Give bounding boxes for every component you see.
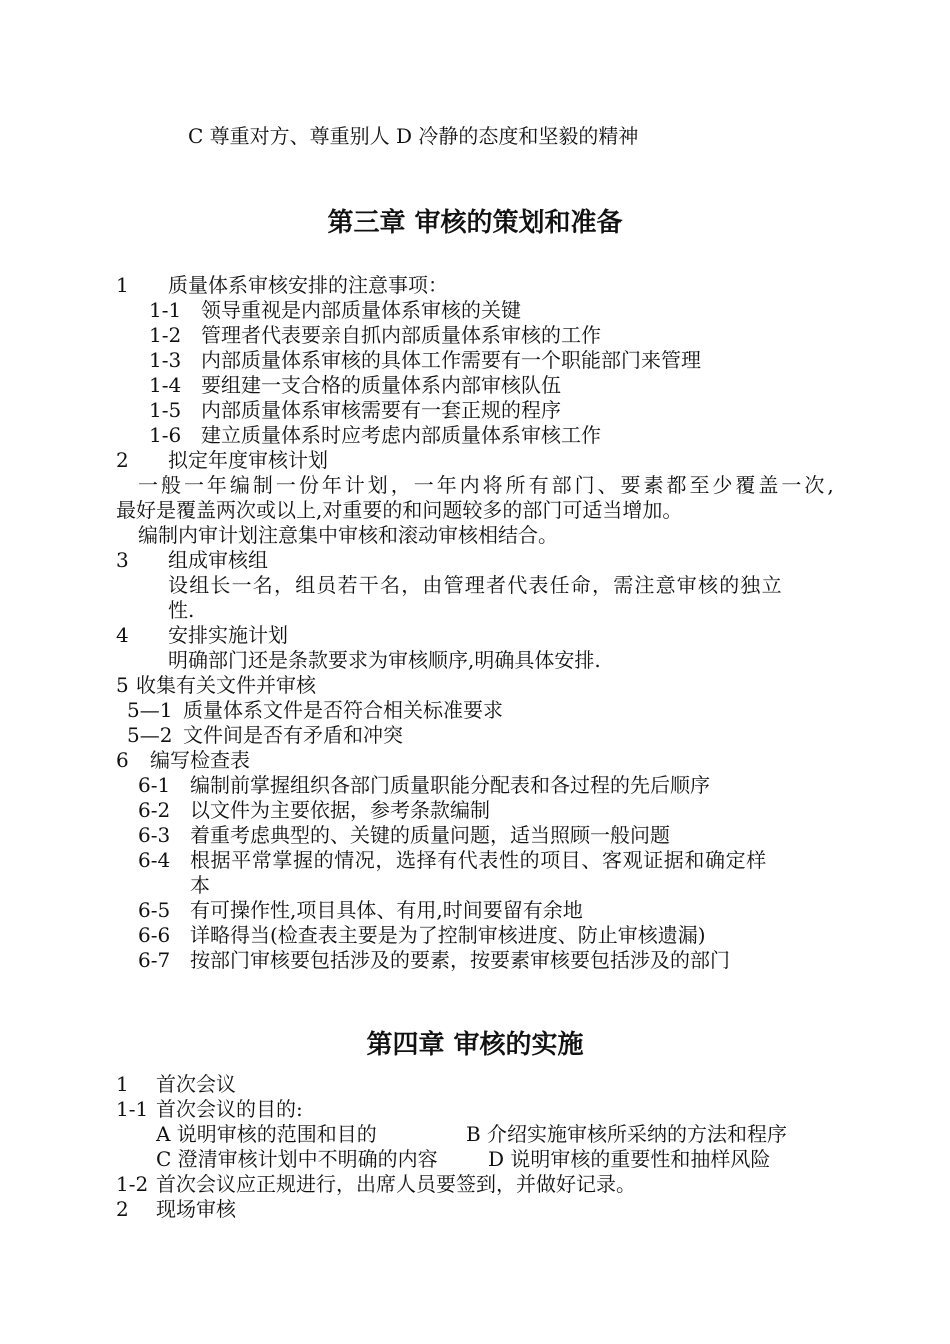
- section-number: 5: [116, 673, 129, 697]
- section-title: 质量体系审核安排的注意事项：: [168, 273, 448, 297]
- item-number: 1-2: [116, 1172, 149, 1196]
- item-text: 首次会议应正规进行，出席人员要签到，并做好记录。: [156, 1172, 636, 1196]
- list-item: [127, 698, 503, 723]
- section-heading: [116, 448, 328, 473]
- option-b: B 介绍实施审核所采纳的方法和程序: [466, 1122, 788, 1146]
- section-title: 收集有关文件并审核: [136, 673, 316, 697]
- paragraph-line: 性.: [168, 598, 195, 622]
- item-text: 内部质量体系审核的具体工作需要有一个职能部门来管理: [201, 348, 701, 372]
- item-number: 1-1: [149, 298, 182, 322]
- list-item: [127, 723, 403, 748]
- paragraph-line: 设组长一名，组员若干名，由管理者代表任命，需注意审核的独立: [168, 573, 783, 597]
- section-number: 1: [116, 1072, 129, 1096]
- item-text: 要组建一支合格的质量体系内部审核队伍: [201, 373, 561, 397]
- item-text: 着重考虑典型的、关键的质量问题，适当照顾一般问题: [190, 823, 670, 847]
- item-number: 6-6: [138, 923, 171, 947]
- options-cd-line: C 尊重对方、尊重别人 D 冷静的态度和坚毅的精神: [188, 124, 639, 148]
- section-number: 2: [116, 448, 129, 472]
- list-item: [138, 823, 670, 848]
- list-item: [149, 348, 701, 373]
- section-title: 组成审核组: [168, 548, 268, 572]
- item-number: 1-5: [149, 398, 182, 422]
- item-text: 管理者代表要亲自抓内部质量体系审核的工作: [201, 323, 601, 347]
- list-item: [116, 1097, 303, 1122]
- section-heading: [116, 1072, 236, 1097]
- item-text: 内部质量体系审核需要有一套正规的程序: [201, 398, 561, 422]
- item-text: 以文件为主要依据，参考条款编制: [190, 798, 490, 822]
- item-text: 按部门审核要包括涉及的要素，按要素审核要包括涉及的部门: [190, 948, 730, 972]
- section-heading: [116, 673, 316, 698]
- section-title: 编写检查表: [150, 748, 250, 772]
- item-number: 1-1: [116, 1097, 149, 1121]
- section-heading: [116, 748, 250, 773]
- section-heading: [116, 1197, 236, 1222]
- list-item: [138, 923, 706, 948]
- item-text-continuation: 本: [190, 873, 210, 897]
- section-number: 4: [116, 623, 129, 647]
- item-number: 1-6: [149, 423, 182, 447]
- item-number: 5—1: [127, 698, 173, 722]
- section-number: 2: [116, 1197, 129, 1221]
- section-number: 3: [116, 548, 129, 572]
- section-number: 6: [116, 748, 129, 772]
- paragraph-line: 最好是覆盖两次或以上,对重要的和问题较多的部门可适当增加。: [116, 498, 683, 522]
- item-number: 6-7: [138, 948, 171, 972]
- section-title: 安排实施计划: [168, 623, 288, 647]
- chapter-4-title: 第四章 审核的实施: [366, 1030, 584, 1060]
- list-item: [149, 323, 601, 348]
- list-item: [138, 798, 490, 823]
- item-text: 质量体系文件是否符合相关标准要求: [183, 698, 503, 722]
- list-item: [138, 773, 710, 798]
- item-number: 6-2: [138, 798, 171, 822]
- item-text: 根据平常掌握的情况，选择有代表性的项目、客观证据和确定样: [190, 848, 767, 872]
- section-heading: [116, 548, 268, 573]
- option-a: A 说明审核的范围和目的: [156, 1122, 377, 1146]
- chapter-3-title: 第三章 审核的策划和准备: [327, 208, 623, 238]
- item-number: 6-5: [138, 898, 171, 922]
- paragraph-line: 编制内审计划注意集中审核和滚动审核相结合。: [138, 523, 558, 547]
- item-number: 6-1: [138, 773, 171, 797]
- paragraph-line: 一般一年编制一份年计划，一年内将所有部门、要素都至少覆盖一次,: [138, 473, 834, 497]
- item-number: 1-3: [149, 348, 182, 372]
- item-text: 领导重视是内部质量体系审核的关键: [201, 298, 521, 322]
- list-item: [138, 948, 730, 973]
- section-title: 首次会议: [156, 1072, 236, 1096]
- list-item: [138, 848, 767, 873]
- item-number: 1-4: [149, 373, 182, 397]
- option-c: C 澄清审核计划中不明确的内容: [156, 1147, 438, 1171]
- item-number: 1-2: [149, 323, 182, 347]
- item-text: 首次会议的目的:: [156, 1097, 303, 1121]
- list-item: [149, 398, 561, 423]
- section-heading: [116, 273, 448, 298]
- list-item: [149, 373, 561, 398]
- item-text: 有可操作性,项目具体、有用,时间要留有余地: [190, 898, 583, 922]
- section-title: 拟定年度审核计划: [168, 448, 328, 472]
- paragraph-line: 明确部门还是条款要求为审核顺序,明确具体安排.: [168, 648, 601, 672]
- item-number: 6-4: [138, 848, 171, 872]
- item-text: 建立质量体系时应考虑内部质量体系审核工作: [201, 423, 601, 447]
- item-text: 详略得当(检查表主要是为了控制审核进度、防止审核遗漏): [190, 923, 706, 947]
- item-number: 5—2: [127, 723, 173, 747]
- list-item: [149, 423, 601, 448]
- item-number: 6-3: [138, 823, 171, 847]
- list-item: [138, 898, 583, 923]
- section-heading: [116, 623, 288, 648]
- item-text: 文件间是否有矛盾和冲突: [183, 723, 403, 747]
- list-item: [116, 1172, 636, 1197]
- option-d: D 说明审核的重要性和抽样风险: [488, 1147, 771, 1171]
- section-number: 1: [116, 273, 129, 297]
- list-item: [149, 298, 521, 323]
- item-text: 编制前掌握组织各部门质量职能分配表和各过程的先后顺序: [190, 773, 710, 797]
- section-title: 现场审核: [156, 1197, 236, 1221]
